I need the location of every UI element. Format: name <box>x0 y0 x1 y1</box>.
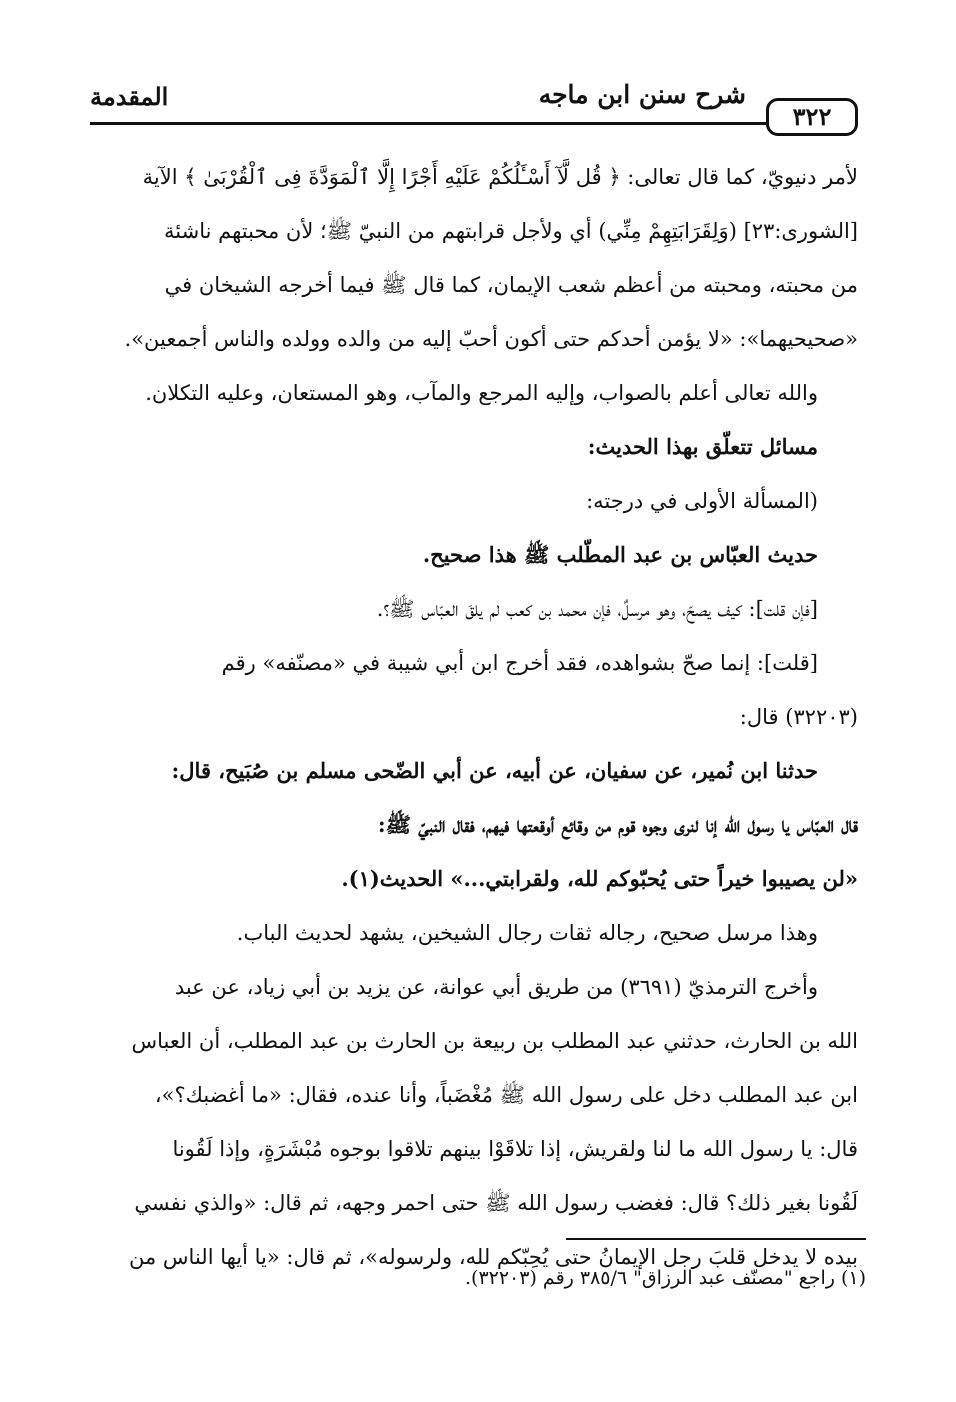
page-number: ٣٢٢ <box>766 98 858 136</box>
text-line: حديث العبّاس بن عبد المطّلب ﷺ هذا صحيح. <box>422 542 818 567</box>
text-line: الله بن الحارث، حدثني عبد المطلب بن ربيعة بن الحارث بن عبد المطلب، أن العباس <box>131 1029 858 1053</box>
header-rule <box>90 122 766 125</box>
text-line: [الشورى:٢٣] (وَلِقَرَابَتِهِمْ مِنِّي) أي ولأجل قرابتهم من النبيّ ﷺ؛ لأن محبتهم ناشئة <box>164 219 858 243</box>
text-line: «صحيحيهما»: «لا يؤمن أحدكم حتى أكون أحبّ إليه من والده وولده والناس أجمعين». <box>124 327 858 351</box>
text-line: (٣٢٢٠٣) قال: <box>739 705 858 729</box>
text-line: [فإن قلت]: كيف يصحّ، وهو مرسلٌ، فإن محمد بن كعب لم يلقَ العبّاس ﷺ؟. <box>376 597 818 621</box>
body-text <box>90 150 858 1284</box>
text-line: [قلت]: إنما صحّ بشواهده، فقد أخرج ابن أبي شيبة في «مصنّفه» رقم <box>221 651 818 675</box>
text-line: وأخرج الترمذيّ (٣٦٩١) من طريق أبي عوانة، عن يزيد بن أبي زياد، عن عبد <box>174 975 818 999</box>
text-line: ابن عبد المطلب دخل على رسول الله ﷺ مُغْضَباً، وأنا عنده، فقال: «ما أغضبك؟»، <box>154 1083 858 1107</box>
text-line: لَقُونا بغير ذلك؟ قال: فغضب رسول الله ﷺ حتى احمر وجهه، ثم قال: «والذي نفسي <box>134 1191 858 1215</box>
footnote: (١) راجع "مصنّف عبد الرزاق" ٣٨٥/٦ رقم (٣٢٢٠٣). <box>464 1267 866 1289</box>
text-line: مسائل تتعلّق بهذا الحديث: <box>587 434 818 459</box>
text-line: (المسألة الأولى في درجته: <box>586 489 818 513</box>
page-header <box>90 72 858 132</box>
text-line: من محبته، ومحبته من أعظم شعب الإيمان، كما قال ﷺ فيما أخرجه الشيخان في <box>164 273 858 297</box>
text-line: «لن يصيبوا خيراً حتى يُحبّوكم لله، ولقرابتي...» الحديث(١). <box>341 866 858 891</box>
text-line: حدثنا ابن نُمير، عن سفيان، عن أبيه، عن أبي الضّحى مسلم بن صُبَيح، قال: <box>171 758 818 783</box>
text-line: قال العبّاس يا رسول الله إنا لنرى وجوه قوم من وقائع أوقعتها فيهم، فقال النبيّ ﷺ: <box>377 812 858 837</box>
text-line: قال: يا رسول الله ما لنا ولقريش، إذا تلاقَوْا بينهم تلاقوا بوجوه مُبْشَرَةٍ، وإذا لَقُونا <box>172 1137 858 1161</box>
text-line: وهذا مرسل صحيح، رجاله ثقات رجال الشيخين، يشهد لحديث الباب. <box>236 921 818 945</box>
book-title: شرح سنن ابن ماجه <box>538 80 746 109</box>
text-line: بيده لا يدخل قلبَ رجل الإيمانُ حتى يُحِبّكم لله، ولرسوله»، ثم قال: «يا أيها الناس من <box>129 1245 858 1269</box>
section-title: المقدمة <box>90 82 169 111</box>
text-line: لأمر دنيويّ، كما قال تعالى: ﴿ قُل لَّآ أَسْـَٔلُكُمْ عَلَيْهِ أَجْرًا إِلَّا ٱلْمَوَدَّةَ فِى ٱلْقُرْبَىٰ ﴾ الآية <box>142 165 858 189</box>
footnote-rule <box>566 1238 866 1240</box>
text-line: والله تعالى أعلم بالصواب، وإليه المرجع والمآب، وهو المستعان، وعليه التكلان. <box>145 381 818 405</box>
